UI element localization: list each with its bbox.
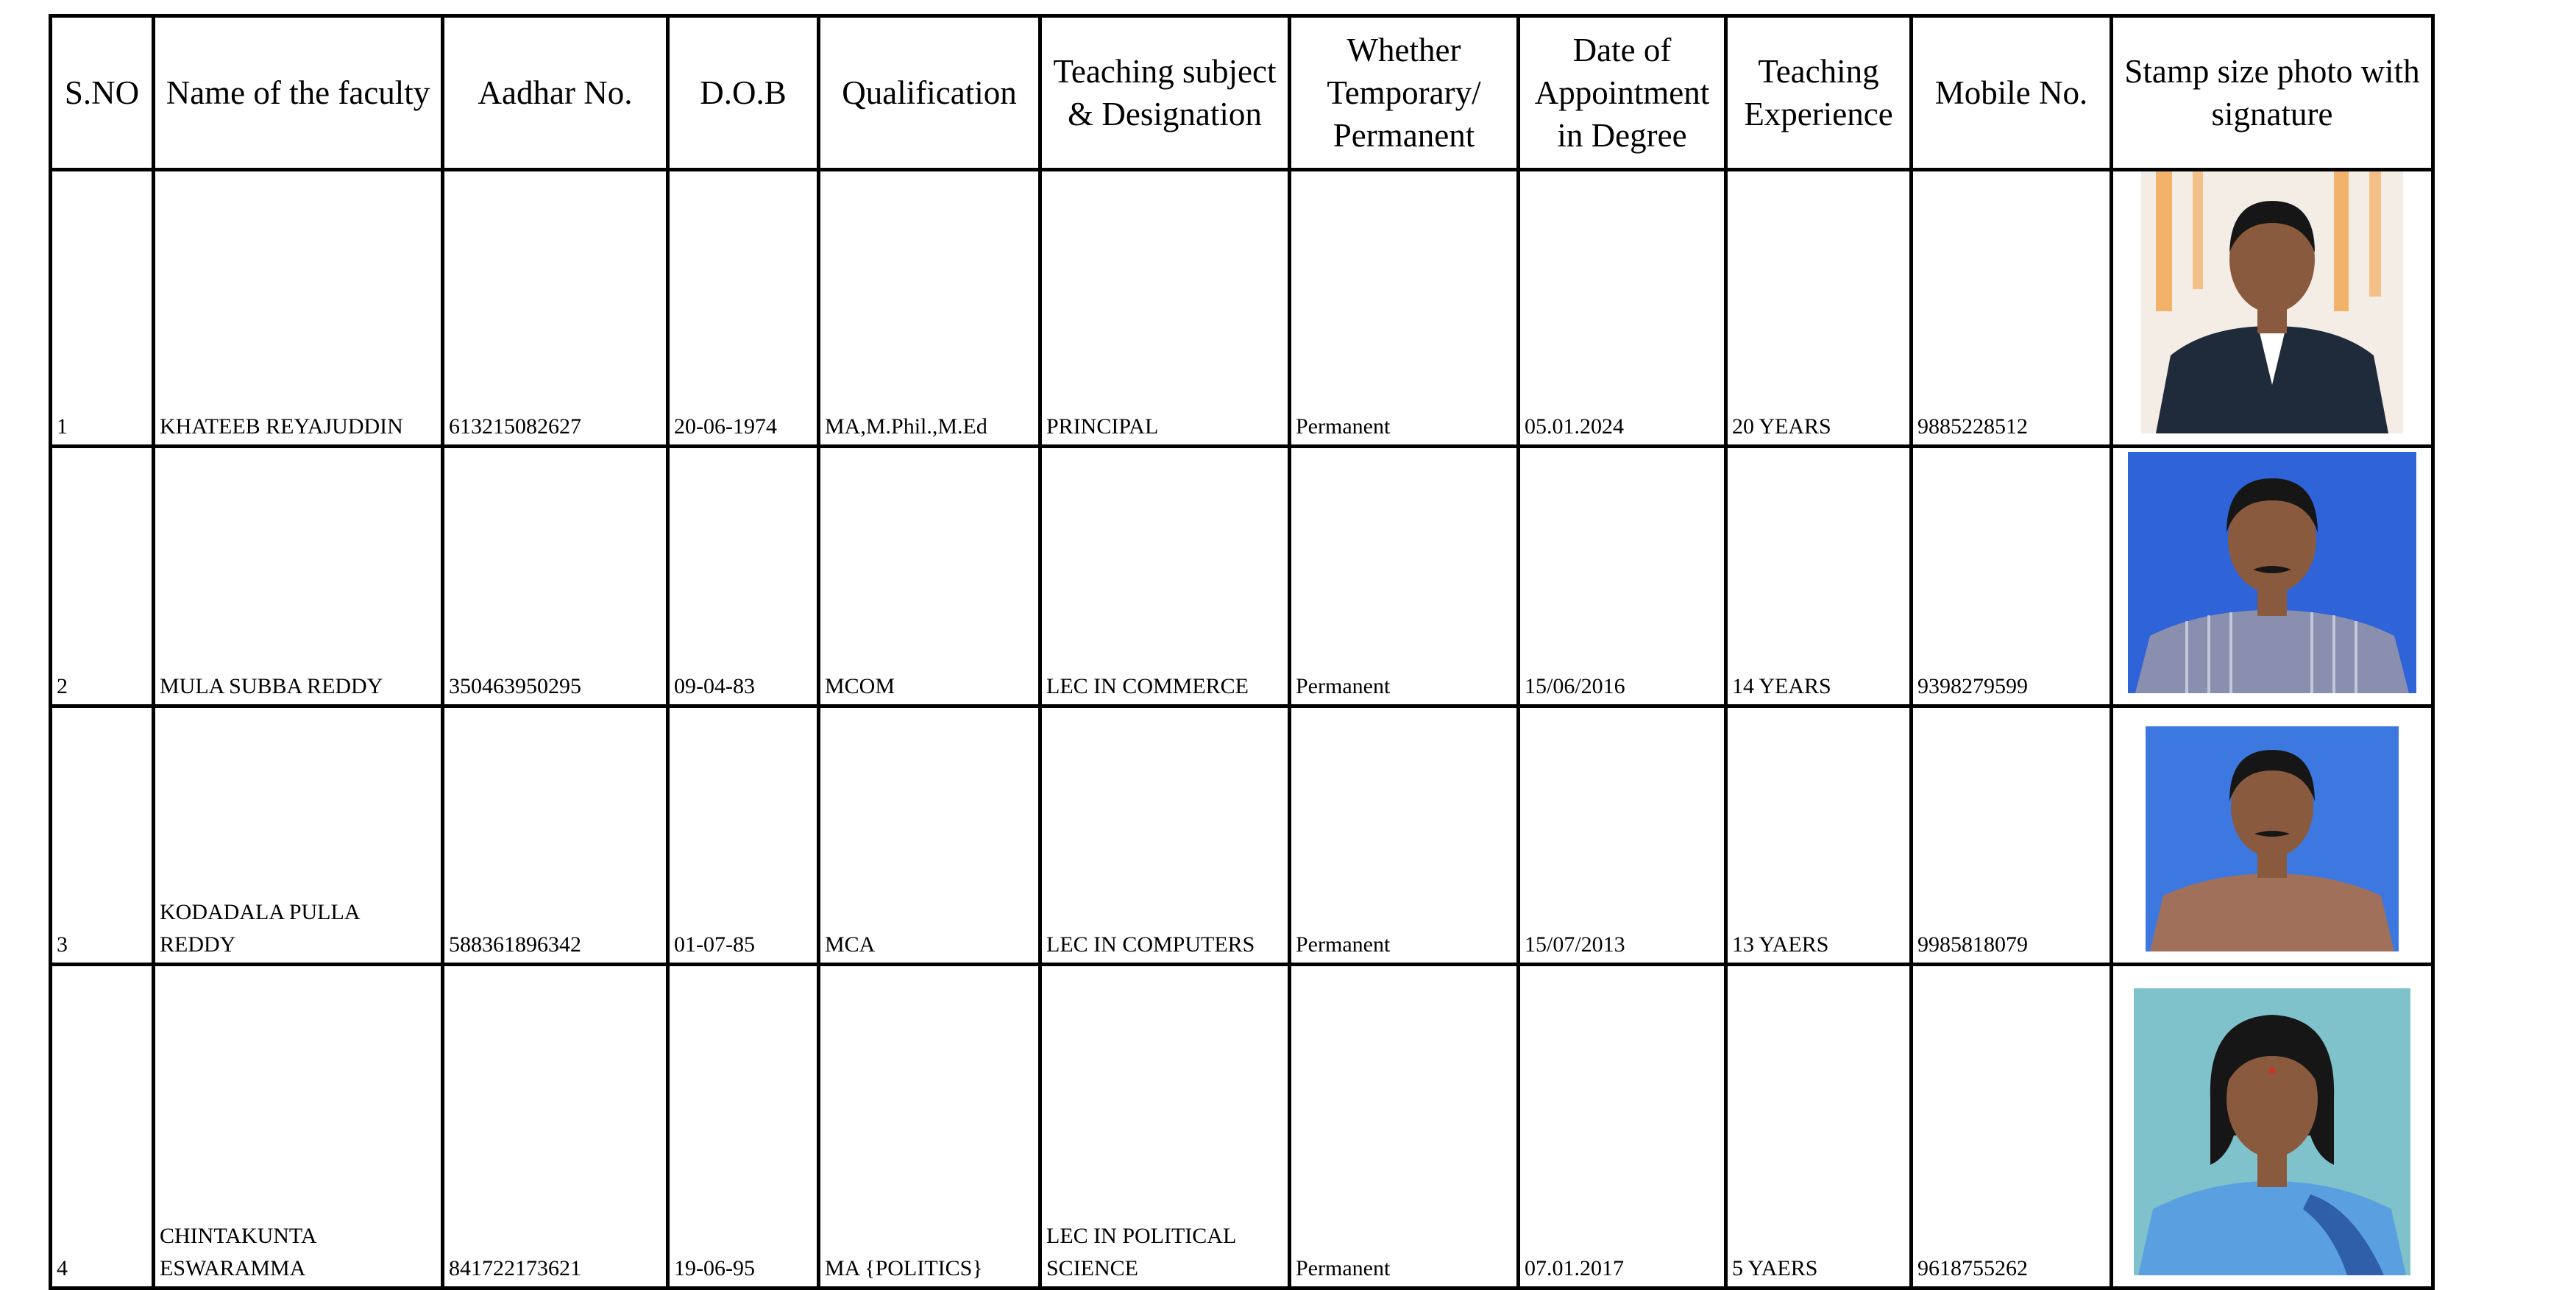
cell-subject: PRINCIPAL: [1040, 170, 1290, 447]
faculty-table: [49, 14, 2435, 1290]
header-row: [51, 16, 2433, 170]
cell-status: Permanent: [1290, 965, 1519, 1289]
table-row: [51, 706, 2433, 965]
header-photo: Stamp size photo with signature: [2112, 16, 2433, 170]
cell-aadhar: 350463950295: [443, 447, 668, 706]
cell-experience: 14 YEARS: [1726, 447, 1912, 706]
cell-name: KODADALA PULLA REDDY: [154, 706, 443, 965]
faculty-photo: [2141, 171, 2403, 433]
cell-appointment: 15/06/2016: [1519, 447, 1726, 706]
header-dob: D.O.B: [668, 16, 819, 170]
header-experience: Teaching Experience: [1726, 16, 1912, 170]
cell-sno: 2: [51, 447, 154, 706]
cell-dob: 09-04-83: [668, 447, 819, 706]
cell-mobile: 9885228512: [1912, 170, 2112, 447]
cell-mobile: 9985818079: [1912, 706, 2112, 965]
cell-sno: 3: [51, 706, 154, 965]
header-subject: Teaching subject & Designation: [1040, 16, 1290, 170]
table-row: [51, 170, 2433, 447]
cell-mobile: 9618755262: [1912, 965, 2112, 1289]
cell-qualification: MCA: [819, 706, 1040, 965]
cell-dob: 20-06-1974: [668, 170, 819, 447]
cell-experience: 13 YAERS: [1726, 706, 1912, 965]
cell-sno: 1: [51, 170, 154, 447]
table-row: [51, 447, 2433, 706]
cell-qualification: MA,M.Phil.,M.Ed: [819, 170, 1040, 447]
cell-aadhar: 613215082627: [443, 170, 668, 447]
cell-experience: 20 YEARS: [1726, 170, 1912, 447]
cell-aadhar: 841722173621: [443, 965, 668, 1289]
cell-subject: LEC IN COMPUTERS: [1040, 706, 1290, 965]
cell-experience: 5 YAERS: [1726, 965, 1912, 1289]
cell-photo: [2112, 706, 2433, 965]
header-name: Name of the faculty: [154, 16, 443, 170]
cell-name: MULA SUBBA REDDY: [154, 447, 443, 706]
header-mobile: Mobile No.: [1912, 16, 2112, 170]
header-status: Whether Temporary/ Permanent: [1290, 16, 1519, 170]
cell-status: Permanent: [1290, 170, 1519, 447]
cell-qualification: MCOM: [819, 447, 1040, 706]
cell-photo: [2112, 170, 2433, 447]
faculty-photo: [2134, 988, 2410, 1275]
cell-name: KHATEEB REYAJUDDIN: [154, 170, 443, 447]
faculty-photo: [2128, 452, 2416, 693]
cell-photo: [2112, 447, 2433, 706]
header-qualification: Qualification: [819, 16, 1040, 170]
header-sno: S.NO: [51, 16, 154, 170]
cell-subject: LEC IN COMMERCE: [1040, 447, 1290, 706]
faculty-photo: [2146, 726, 2399, 951]
cell-name: CHINTAKUNTA ESWARAMMA: [154, 965, 443, 1289]
table-row: [51, 965, 2433, 1289]
cell-qualification: MA {POLITICS}: [819, 965, 1040, 1289]
cell-appointment: 07.01.2017: [1519, 965, 1726, 1289]
cell-mobile: 9398279599: [1912, 447, 2112, 706]
header-aadhar: Aadhar No.: [443, 16, 668, 170]
cell-appointment: 15/07/2013: [1519, 706, 1726, 965]
cell-appointment: 05.01.2024: [1519, 170, 1726, 447]
cell-aadhar: 588361896342: [443, 706, 668, 965]
cell-dob: 01-07-85: [668, 706, 819, 965]
cell-photo: [2112, 965, 2433, 1289]
cell-sno: 4: [51, 965, 154, 1289]
cell-dob: 19-06-95: [668, 965, 819, 1289]
cell-status: Permanent: [1290, 706, 1519, 965]
cell-status: Permanent: [1290, 447, 1519, 706]
header-appointment: Date of Appointment in Degree: [1519, 16, 1726, 170]
cell-subject: LEC IN POLITICAL SCIENCE: [1040, 965, 1290, 1289]
